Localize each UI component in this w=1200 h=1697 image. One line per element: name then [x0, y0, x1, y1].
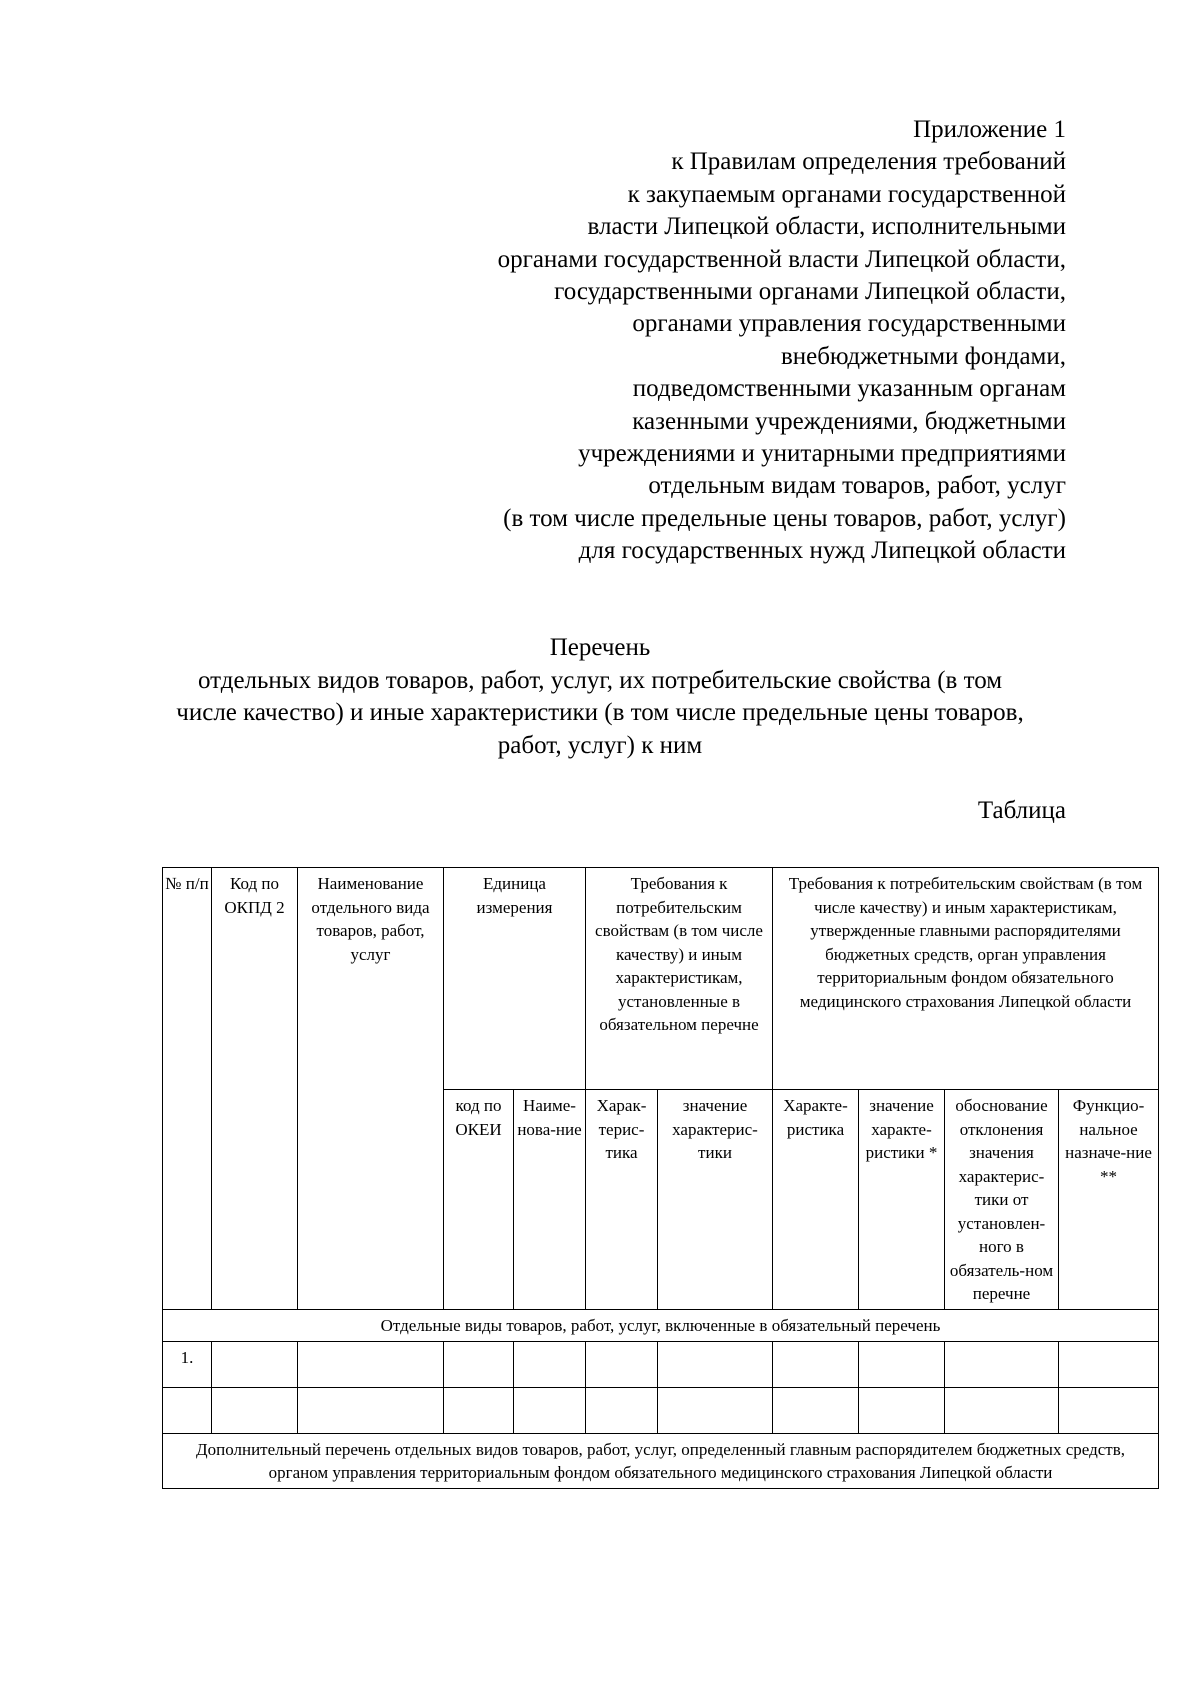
requirements-table — [162, 867, 1159, 1489]
sub-char1-header: Харак-терис-тика — [586, 1090, 658, 1310]
table-cell — [859, 1341, 945, 1387]
table-row — [163, 1341, 1159, 1387]
header-row — [163, 868, 1159, 1090]
table-cell — [1059, 1341, 1159, 1387]
appendix-line: учреждениями и унитарными предприятиями — [578, 440, 1066, 468]
appendix-line: внебюджетными фондами, — [780, 342, 1066, 370]
document-title — [0, 632, 1200, 762]
table-cell — [658, 1387, 773, 1433]
appendix-line: государственными органами Липецкой области, — [554, 278, 1066, 306]
appendix-line: отдельным видам товаров, работ, услуг — [648, 472, 1066, 500]
appendix-line: (в том числе предельные цены товаров, работ, услуг) — [503, 504, 1066, 532]
table-cell — [1059, 1387, 1159, 1433]
table-cell — [514, 1387, 586, 1433]
col-name-header: Наименование отдельного вида товаров, работ, услуг — [298, 868, 444, 1310]
sub-value2-header: значение характе-ристики * — [859, 1090, 945, 1310]
sub-function-header: Функцио-нальное назначе-ние ** — [1059, 1090, 1159, 1310]
table-cell — [945, 1387, 1059, 1433]
sub-char2-header: Характе-ристика — [773, 1090, 859, 1310]
table-cell — [658, 1341, 773, 1387]
table-cell — [773, 1341, 859, 1387]
table-cell — [212, 1341, 298, 1387]
table-cell — [773, 1387, 859, 1433]
sub-value1-header: значение характерис-тики — [658, 1090, 773, 1310]
title-heading: Перечень — [549, 634, 651, 661]
col-number-header: № п/п — [163, 868, 212, 1310]
section-row — [163, 1310, 1159, 1342]
sub-okei-header: код по ОКЕИ — [444, 1090, 514, 1310]
table-cell — [444, 1387, 514, 1433]
table-cell — [444, 1341, 514, 1387]
col-unit-header: Единица измерения — [444, 868, 586, 1090]
appendix-line: подведомственными указанным органам — [632, 375, 1066, 403]
appendix-header — [498, 114, 1066, 568]
table-label: Таблица — [977, 797, 1066, 824]
col-req-mandatory-header: Требования к потребительским свойствам (в том числе качеству) и иным характеристикам, установленные в обязательном перечне — [586, 868, 773, 1090]
title-line: работ, услуг) к ним — [497, 731, 703, 759]
appendix-line: органами управления государственными — [632, 310, 1066, 338]
title-line: отдельных видов товаров, работ, услуг, их потребительские свойства (в том — [197, 666, 1003, 694]
row-number: 1. — [163, 1341, 212, 1387]
appendix-line: органами государственной власти Липецкой области, — [497, 245, 1066, 273]
table-row — [163, 1387, 1159, 1433]
title-line: числе качество) и иные характеристики (в том числе предельные цены товаров, — [176, 699, 1024, 726]
section-row — [163, 1433, 1159, 1488]
sub-justification-header: обоснование отклонения значения характерис-тики от установлен-ного в обязатель-ном перечне — [945, 1090, 1059, 1310]
table-cell — [212, 1387, 298, 1433]
appendix-line: власти Липецкой области, исполнительными — [587, 213, 1066, 241]
appendix-line: к закупаемым органами государственной — [627, 180, 1066, 208]
table-cell — [859, 1387, 945, 1433]
appendix-line: к Правилам определения требований — [671, 148, 1066, 176]
table-cell — [163, 1387, 212, 1433]
col-okpd-header: Код по ОКПД 2 — [212, 868, 298, 1310]
appendix-line: Приложение 1 — [913, 116, 1066, 143]
table-cell — [586, 1341, 658, 1387]
appendix-line: для государственных нужд Липецкой области — [578, 537, 1066, 565]
table-cell — [586, 1387, 658, 1433]
section-additional: Дополнительный перечень отдельных видов товаров, работ, услуг, определенный главным распорядителем бюджетных средств, органом управления территориальным фондом обязательного медицинского страхования Липецкой области — [163, 1433, 1159, 1488]
table-cell — [298, 1387, 444, 1433]
appendix-line: казенными учреждениями, бюджетными — [632, 407, 1066, 435]
section-mandatory: Отдельные виды товаров, работ, услуг, включенные в обязательный перечень — [163, 1310, 1159, 1342]
col-req-approved-header: Требования к потребительским свойствам (в том числе качеству) и иным характеристикам, утвержденные главными распорядителями бюджетных средств, орган управления территориальным фондом обязательного медицинского страхования Липецкой области — [773, 868, 1159, 1090]
table-cell — [514, 1341, 586, 1387]
sub-unit-name-header: Наиме-нова-ние — [514, 1090, 586, 1310]
table-cell — [945, 1341, 1059, 1387]
table-cell — [298, 1341, 444, 1387]
